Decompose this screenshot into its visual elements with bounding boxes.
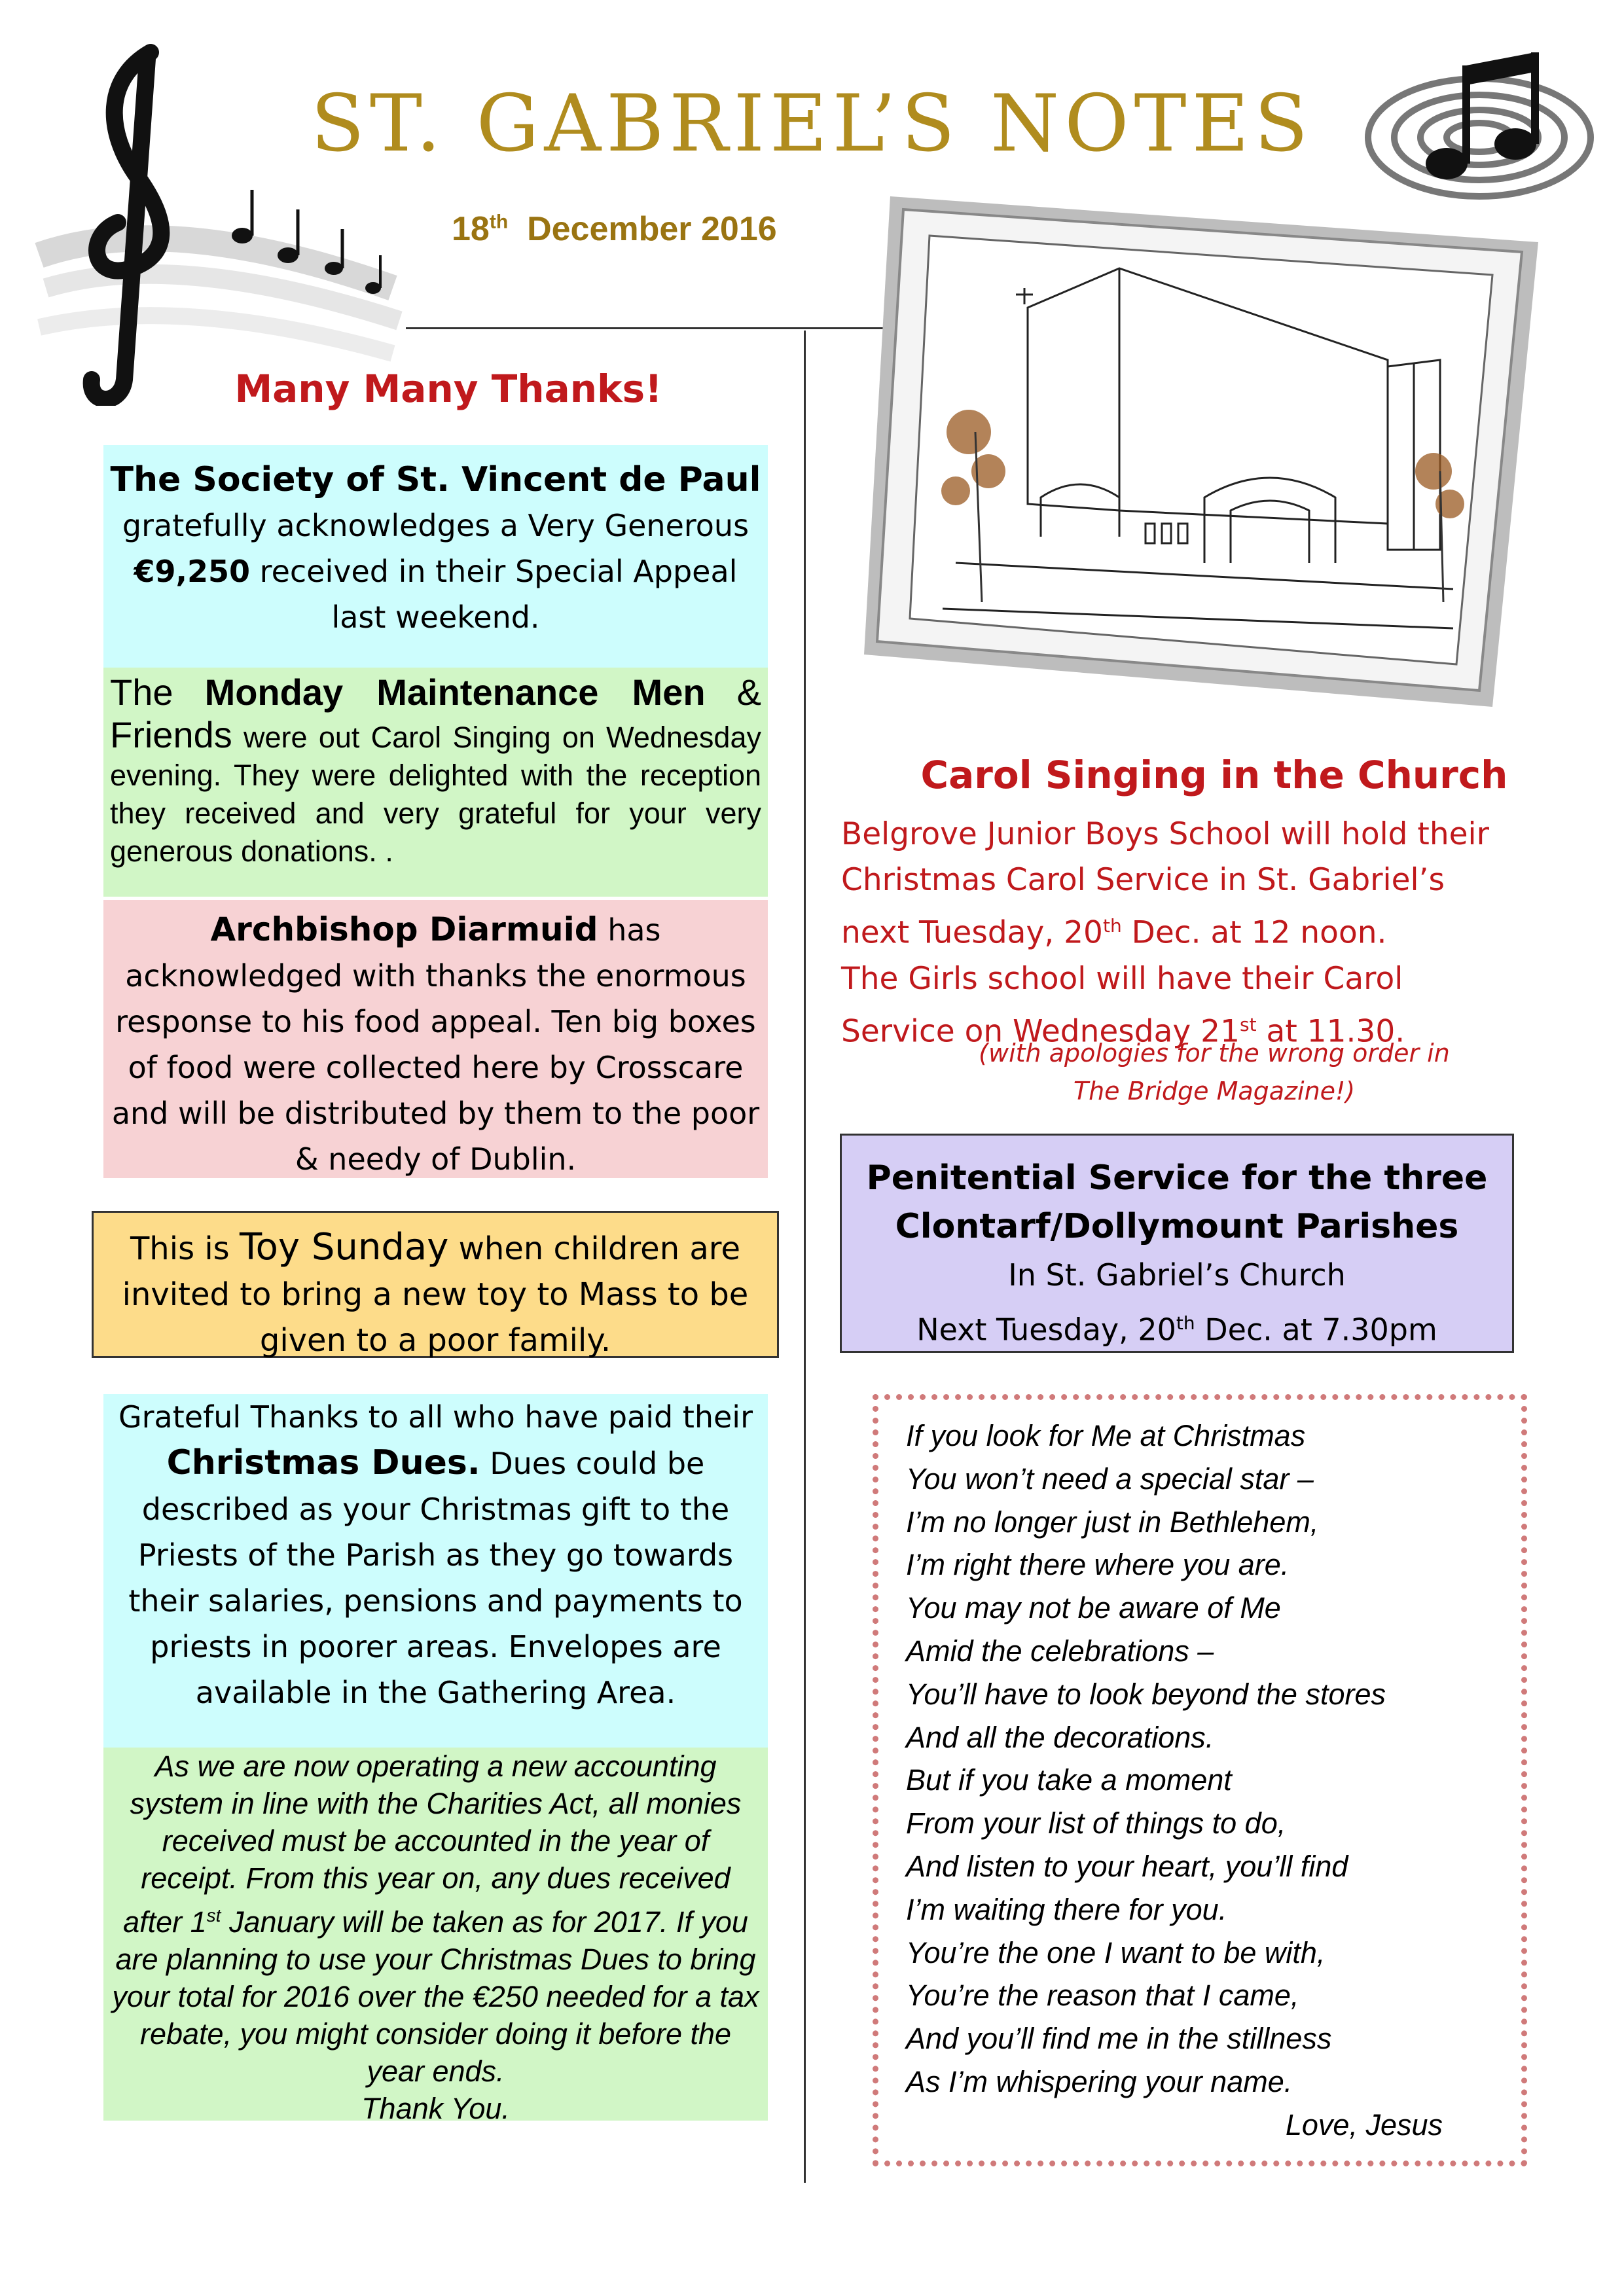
poem-line: You won’t need a special star – xyxy=(906,1462,1314,1496)
maintenance-men-notice: The Monday Maintenance Men & Friends were out Carol Singing on Wednesday evening. They were delighted with the reception they received and very grateful for your very generous donations. . xyxy=(103,668,768,897)
svp-notice: The Society of St. Vincent de Paul gratefully acknowledges a Very Generous €9,250 received in their Special Appeal last weekend. xyxy=(103,445,768,668)
poem-line: You’re the reason that I came, xyxy=(906,1979,1299,2013)
newsletter-title: ST. GABRIEL’S NOTES xyxy=(310,79,1314,170)
carol-apology-note: (with apologies for the wrong order in The Bridge Magazine!) xyxy=(979,1039,1450,1105)
poem-line: From your list of things to do, xyxy=(906,1806,1286,1840)
toy-sunday-notice: This is Toy Sunday when children are invited to bring a new toy to Mass to be given to a poor family. xyxy=(92,1211,779,1358)
christmas-dues-name: Christmas Dues. xyxy=(166,1443,480,1482)
church-illustration xyxy=(864,196,1538,707)
header-divider xyxy=(406,327,884,329)
column-divider xyxy=(804,331,806,2183)
poem-line: And listen to your heart, you’ll find xyxy=(906,1849,1348,1883)
poem-line: And all the decorations. xyxy=(906,1720,1214,1754)
archbishop-name: Archbishop Diarmuid xyxy=(210,910,598,948)
poem-line: I’m no longer just in Bethlehem, xyxy=(906,1505,1319,1539)
poem-line: You may not be aware of Me xyxy=(906,1591,1281,1625)
archbishop-notice: Archbishop Diarmuid has acknowledged with thanks the enormous response to his food appeal. Ten big boxes of food were collected here by Crosscare and will be distributed by them to the poor & needy of Dublin. xyxy=(103,900,768,1178)
accounting-notice: As we are now operating a new accounting system in line with the Charities Act, all monies received must be accounted in the year of receipt. From this year on, any dues received after 1st January will be taken as for 2017. If you are planning to use your Christmas Dues to bring your total for 2016 over the €250 needed for a tax rebate, you might consider doing it before the year ends. Thank You. xyxy=(103,1748,768,2121)
poem-line: I’m right there where you are. xyxy=(906,1548,1290,1582)
thanks-heading: Many Many Thanks! xyxy=(234,367,662,411)
poem-line: And you’ll find me in the stillness xyxy=(906,2022,1332,2056)
poem-line: I’m waiting there for you. xyxy=(906,1892,1227,1926)
poem-line: As I’m whispering your name. xyxy=(906,2064,1293,2098)
poem-line: You’ll have to look beyond the stores xyxy=(906,1677,1386,1711)
carol-singing-heading: Carol Singing in the Church xyxy=(920,753,1508,797)
penitential-service-notice: Penitential Service for the three Clontarf/Dollymount Parishes In St. Gabriel’s Church Next Tuesday, 20th Dec. at 7.30pm xyxy=(840,1134,1514,1353)
svp-name: The Society of St. Vincent de Paul xyxy=(110,460,761,499)
poem-line: If you look for Me at Christmas xyxy=(906,1419,1306,1452)
maintenance-men-name: Monday Maintenance Men xyxy=(204,672,706,713)
poem-line: Amid the celebrations – xyxy=(906,1634,1214,1668)
christmas-poem xyxy=(873,1394,1527,2166)
carol-singing-notice: Belgrove Junior Boys School will hold their Christmas Carol Service in St. Gabriel’s next Tuesday, 20th Dec. at 12 noon. The Girls school will have their Carol Service on Wednesday 21st at 11.30. xyxy=(841,816,1489,1050)
poem-line: But if you take a moment xyxy=(906,1763,1232,1797)
issue-date: 18th December 2016 xyxy=(452,210,777,248)
christmas-dues-notice: Grateful Thanks to all who have paid their Christmas Dues. Dues could be described as your Christmas gift to the Priests of the Parish as they go towards their salaries, pensions and payments to priests in poorer areas. Envelopes are available in the Gathering Area. xyxy=(103,1394,768,1748)
poem-signature: Love, Jesus xyxy=(1285,2108,1443,2142)
appeal-amount: €9,250 xyxy=(134,554,251,589)
toy-sunday-name: Toy Sunday xyxy=(239,1226,449,1268)
poem-line: You’re the one I want to be with, xyxy=(906,1935,1326,1969)
